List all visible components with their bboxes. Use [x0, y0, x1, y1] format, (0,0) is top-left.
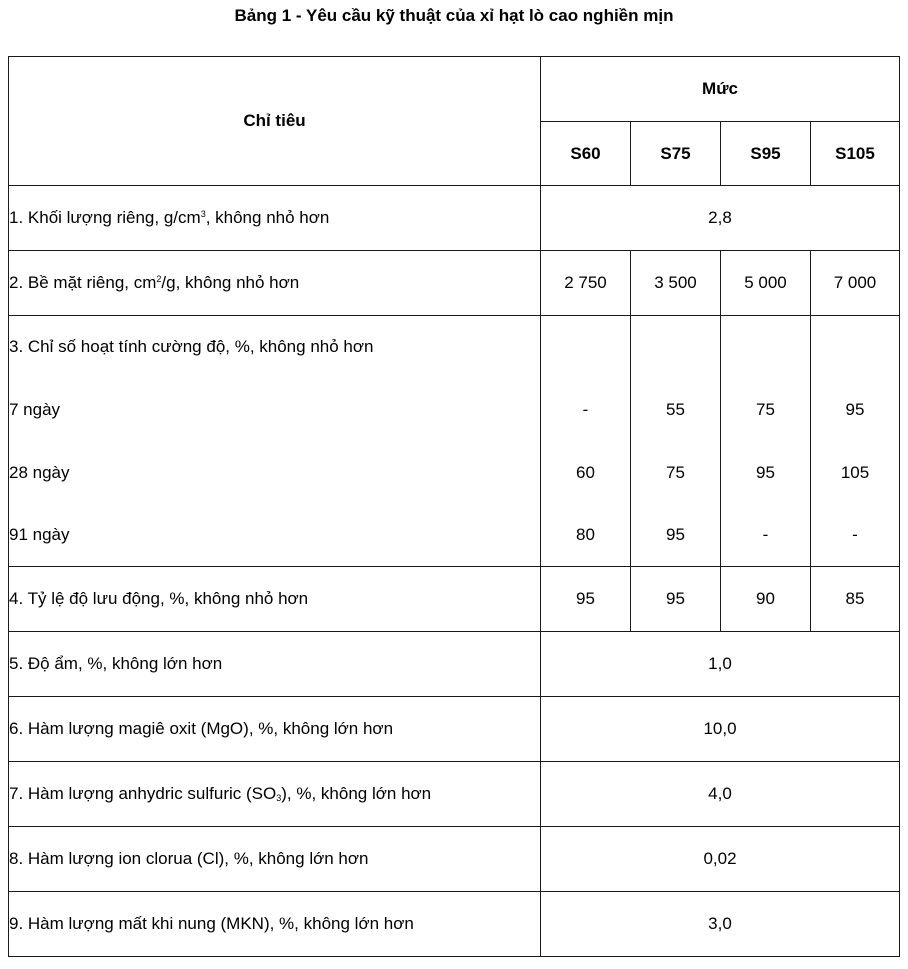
cell-value: -	[811, 504, 900, 567]
row-label-activity: 3. Chỉ số hoạt tính cường độ, %, không nhỏ hơn	[9, 316, 541, 379]
row-label-moisture: 5. Độ ẩm, %, không lớn hơn	[9, 632, 541, 697]
cell-value: 2 750	[541, 251, 631, 316]
cell-empty	[811, 316, 900, 379]
table-row	[9, 186, 900, 251]
row-label-mgo: 6. Hàm lượng magiê oxit (MgO), %, không lớn hơn	[9, 697, 541, 762]
cell-value: 75	[631, 441, 721, 504]
row-value-mgo: 10,0	[541, 697, 900, 762]
cell-value: -	[541, 378, 631, 441]
cell-value: 95	[811, 378, 900, 441]
cell-value: 95	[541, 567, 631, 632]
cell-value: 55	[631, 378, 721, 441]
table-row	[9, 567, 900, 632]
row-value-so3: 4,0	[541, 762, 900, 827]
cell-empty	[721, 316, 811, 379]
grade-header-s105: S105	[811, 122, 900, 186]
cell-value: 75	[721, 378, 811, 441]
cell-value: 90	[721, 567, 811, 632]
row-label-chloride: 8. Hàm lượng ion clorua (Cl), %, không lớn hơn	[9, 827, 541, 892]
cell-value: 80	[541, 504, 631, 567]
row-label-flow: 4. Tỷ lệ độ lưu động, %, không nhỏ hơn	[9, 567, 541, 632]
row-label-surface: 2. Bề mặt riêng, $cm^2/g$, không nhỏ hơn	[9, 251, 541, 316]
cell-value: 60	[541, 441, 631, 504]
table-row	[9, 697, 900, 762]
cell-value: -	[721, 504, 811, 567]
cell-empty	[631, 316, 721, 379]
specification-table	[8, 56, 900, 957]
table-row	[9, 827, 900, 892]
table-row	[9, 504, 900, 567]
row-value-loi: 3,0	[541, 892, 900, 957]
table-row	[9, 762, 900, 827]
cell-value: 3 500	[631, 251, 721, 316]
row-label-loi: 9. Hàm lượng mất khi nung (MKN), %, không lớn hơn	[9, 892, 541, 957]
header-row	[9, 57, 900, 122]
row-label-7-days: 7 ngày	[9, 378, 541, 441]
cell-value: 5 000	[721, 251, 811, 316]
row-label-so3: 7. Hàm lượng anhydric sulfuric $(SO_3)$, %, không lớn hơn	[9, 762, 541, 827]
grade-header-s75: S75	[631, 122, 721, 186]
cell-value: 95	[721, 441, 811, 504]
row-label-91-days: 91 ngày	[9, 504, 541, 567]
cell-value: 85	[811, 567, 900, 632]
row-value-chloride: 0,02	[541, 827, 900, 892]
cell-empty	[541, 316, 631, 379]
cell-value: 7 000	[811, 251, 900, 316]
cell-value: 105	[811, 441, 900, 504]
cell-value: 95	[631, 567, 721, 632]
row-value-moisture: 1,0	[541, 632, 900, 697]
grade-header-s95: S95	[721, 122, 811, 186]
row-value-density: 2,8	[541, 186, 900, 251]
cell-value: 95	[631, 504, 721, 567]
table-row	[9, 892, 900, 957]
table-row	[9, 441, 900, 504]
grade-header-s60: S60	[541, 122, 631, 186]
table-row	[9, 378, 900, 441]
criterion-header: Chỉ tiêu	[9, 57, 541, 186]
table-row	[9, 316, 900, 379]
level-header: Mức	[541, 57, 900, 122]
table-title: Bảng 1 - Yêu cầu kỹ thuật của xỉ hạt lò cao nghiền mịn	[234, 6, 674, 25]
table-row	[9, 632, 900, 697]
table-row	[9, 251, 900, 316]
row-label-28-days: 28 ngày	[9, 441, 541, 504]
row-label-density: 1. Khối lượng riêng, $g/cm^3$, không nhỏ hơn	[9, 186, 541, 251]
